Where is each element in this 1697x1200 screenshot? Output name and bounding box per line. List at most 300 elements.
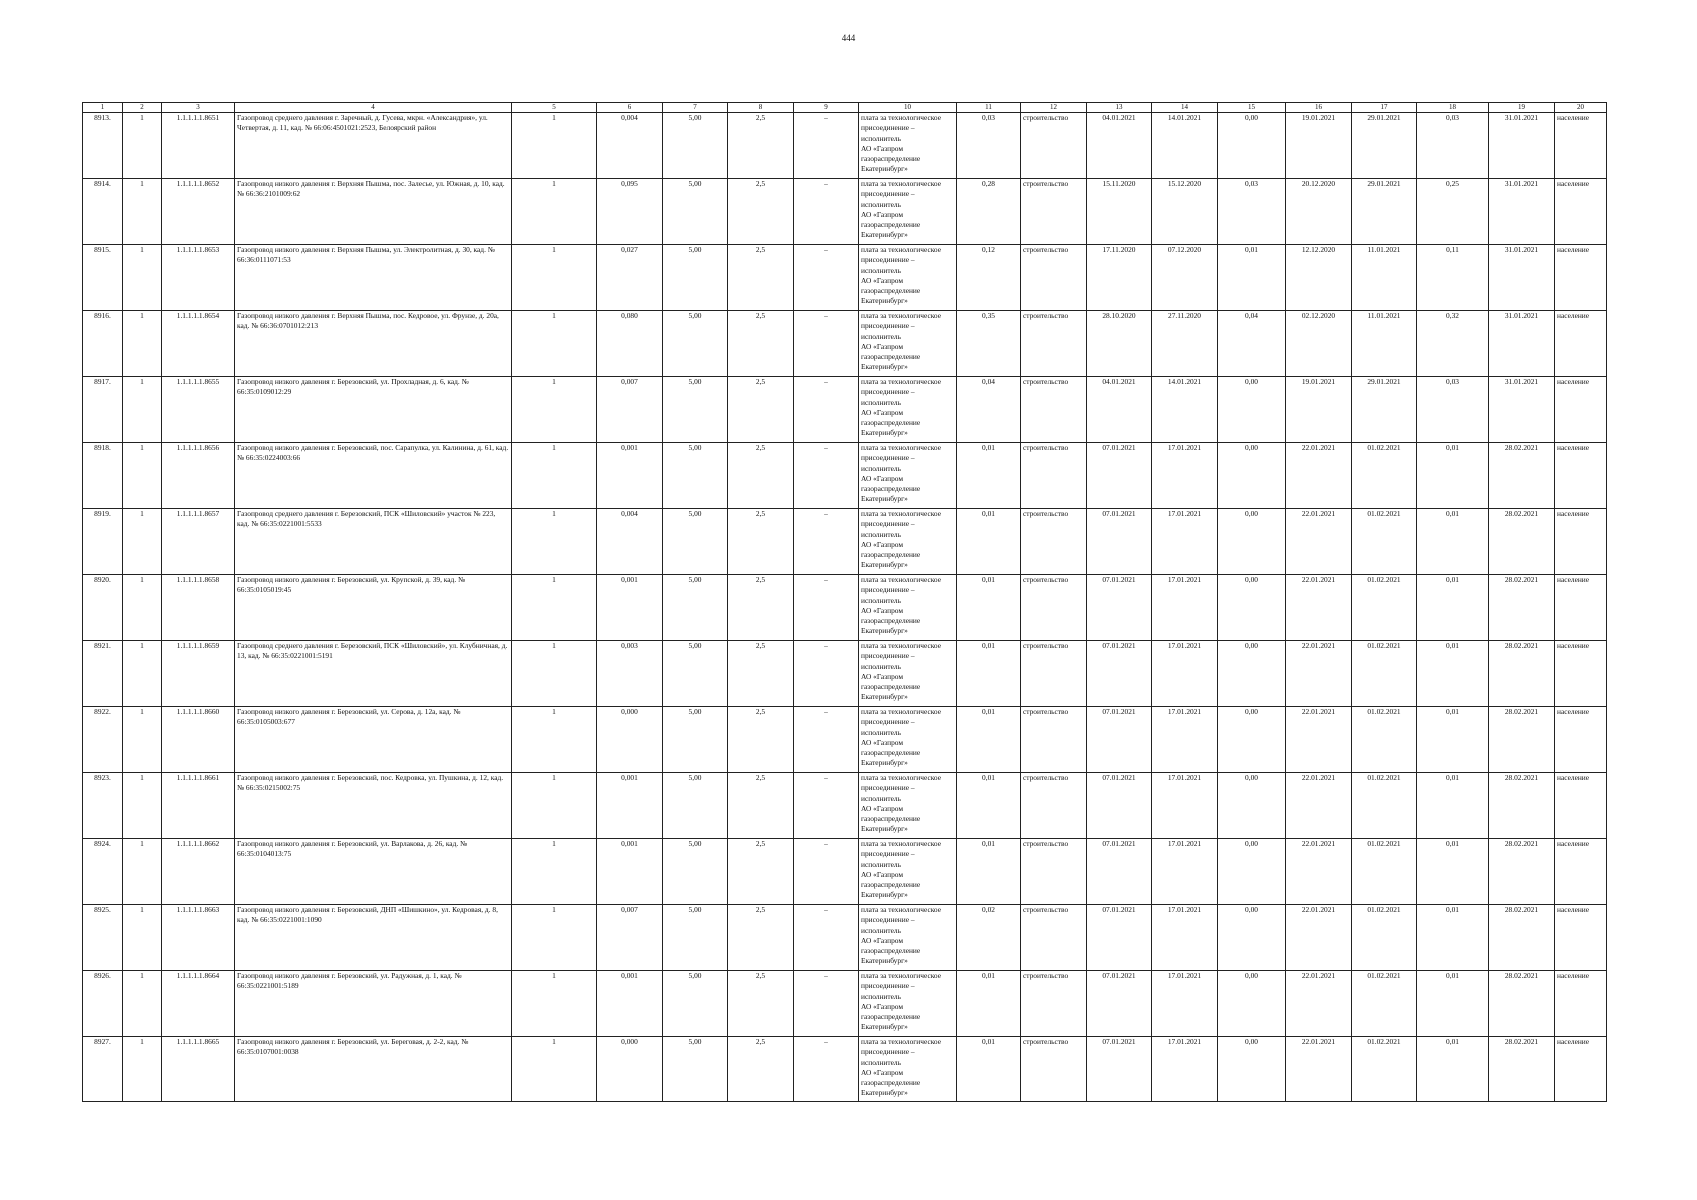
- length-cell: 0,080: [597, 311, 663, 377]
- object-description-cell: Газопровод низкого давления г. Верхняя Пышма, ул. Электролитная, д. 30, кад. № 66:36:0111071:53: [235, 245, 512, 311]
- funding-source-line: плата за технологическое: [861, 971, 942, 980]
- funding-source-line: присоединение –: [861, 189, 915, 199]
- funding-source-line: газораспределение: [861, 682, 921, 692]
- cell-col9: –: [794, 707, 859, 773]
- funding-source-line: АО «Газпром: [861, 1067, 904, 1077]
- row-number-cell: 8926.: [83, 971, 123, 1037]
- funding-source-line: плата за технологическое: [861, 707, 942, 716]
- object-description-cell: Газопровод низкого давления г. Березовский, ул. Береговая, д. 2-2, кад. № 66:35:0107001:0038: [235, 1037, 512, 1102]
- commissioning-date-cell: 31.01.2021: [1489, 113, 1555, 179]
- funding-source-line: плата за технологическое: [861, 575, 942, 584]
- page-number: 444: [841, 33, 856, 43]
- table-row: [83, 179, 1607, 245]
- start-date-cell: 07.01.2021: [1087, 971, 1152, 1037]
- funding-source-line: Екатеринбург»: [861, 164, 908, 174]
- row-number-cell: 8924.: [83, 839, 123, 905]
- table-row: [83, 509, 1607, 575]
- length-cell: 0,027: [597, 245, 663, 311]
- cell-col15: 0,00: [1218, 971, 1286, 1037]
- quantity-cell: 1: [123, 1037, 162, 1102]
- funding-source-line: плата за технологическое: [861, 839, 942, 848]
- table-row: [83, 773, 1607, 839]
- funding-source-line: АО «Газпром: [861, 605, 904, 615]
- cell-col15: 0,00: [1218, 377, 1286, 443]
- quantity-cell: 1: [123, 377, 162, 443]
- funding-source-line: присоединение –: [861, 123, 915, 133]
- cell-col7: 5,00: [663, 575, 728, 641]
- funding-source-line: исполнитель: [861, 199, 901, 209]
- funding-source-cell: [859, 971, 957, 1037]
- funding-source-line: Екатеринбург»: [861, 230, 908, 240]
- row-number-cell: 8917.: [83, 377, 123, 443]
- funding-source-line: Екатеринбург»: [861, 560, 908, 570]
- start-date-cell: 07.01.2021: [1087, 641, 1152, 707]
- funding-source-line: исполнитель: [861, 925, 901, 935]
- date-cell-col17: 01.02.2021: [1352, 905, 1417, 971]
- cell-col8: 2,5: [728, 443, 794, 509]
- funding-source-line: газораспределение: [861, 220, 921, 230]
- funding-source-line: исполнитель: [861, 661, 901, 671]
- cell-col8: 2,5: [728, 839, 794, 905]
- object-code-cell: 1.1.1.1.1.8660: [162, 707, 235, 773]
- end-date-cell: 17.01.2021: [1152, 707, 1218, 773]
- end-date-cell: 17.01.2021: [1152, 641, 1218, 707]
- consumer-category-cell: население: [1555, 245, 1607, 311]
- cell-col8: 2,5: [728, 971, 794, 1037]
- start-date-cell: 07.01.2021: [1087, 839, 1152, 905]
- cost-cell: 0,03: [957, 113, 1021, 179]
- cell-col7: 5,00: [663, 311, 728, 377]
- column-header: 5: [512, 103, 597, 113]
- cell-col7: 5,00: [663, 1037, 728, 1102]
- length-cell: 0,095: [597, 179, 663, 245]
- funding-source-line: плата за технологическое: [861, 377, 942, 386]
- funding-source-line: плата за технологическое: [861, 113, 942, 122]
- cell-col15: 0,00: [1218, 905, 1286, 971]
- funding-source-line: Екатеринбург»: [861, 824, 908, 834]
- funding-source-line: присоединение –: [861, 915, 915, 925]
- end-date-cell: 17.01.2021: [1152, 509, 1218, 575]
- object-code-cell: 1.1.1.1.1.8661: [162, 773, 235, 839]
- date-cell-col16: 22.01.2021: [1286, 575, 1352, 641]
- cost-cell: 0,12: [957, 245, 1021, 311]
- date-cell-col16: 19.01.2021: [1286, 113, 1352, 179]
- cell-col8: 2,5: [728, 707, 794, 773]
- column-header: 12: [1021, 103, 1087, 113]
- cell-col8: 2,5: [728, 905, 794, 971]
- date-cell-col17: 01.02.2021: [1352, 839, 1417, 905]
- end-date-cell: 17.01.2021: [1152, 773, 1218, 839]
- column-header: 14: [1152, 103, 1218, 113]
- commissioning-date-cell: 28.02.2021: [1489, 443, 1555, 509]
- cell-col18: 0,03: [1417, 377, 1489, 443]
- start-date-cell: 28.10.2020: [1087, 311, 1152, 377]
- consumer-category-cell: население: [1555, 311, 1607, 377]
- funding-source-cell: [859, 641, 957, 707]
- funding-source-line: газораспределение: [861, 616, 921, 626]
- cell-col18: 0,32: [1417, 311, 1489, 377]
- consumer-category-cell: население: [1555, 971, 1607, 1037]
- object-code-cell: 1.1.1.1.1.8662: [162, 839, 235, 905]
- cell-col9: –: [794, 509, 859, 575]
- table-row: [83, 641, 1607, 707]
- work-type-cell: строительство: [1021, 971, 1087, 1037]
- work-type-cell: строительство: [1021, 245, 1087, 311]
- funding-source-line: плата за технологическое: [861, 905, 942, 914]
- column-header: 4: [235, 103, 512, 113]
- commissioning-date-cell: 31.01.2021: [1489, 179, 1555, 245]
- funding-source-line: Екатеринбург»: [861, 1022, 908, 1032]
- cell-col18: 0,25: [1417, 179, 1489, 245]
- table-row: [83, 377, 1607, 443]
- funding-source-line: АО «Газпром: [861, 407, 904, 417]
- quantity-cell: 1: [123, 245, 162, 311]
- cell-col8: 2,5: [728, 245, 794, 311]
- cell-col7: 5,00: [663, 707, 728, 773]
- end-date-cell: 17.01.2021: [1152, 839, 1218, 905]
- funding-source-line: исполнитель: [861, 397, 901, 407]
- funding-source-cell: [859, 707, 957, 773]
- cell-col7: 5,00: [663, 509, 728, 575]
- date-cell-col17: 11.01.2021: [1352, 311, 1417, 377]
- funding-source-cell: [859, 311, 957, 377]
- end-date-cell: 17.01.2021: [1152, 443, 1218, 509]
- register-table: [82, 102, 1607, 1102]
- cell-col9: –: [794, 905, 859, 971]
- cell-col9: –: [794, 179, 859, 245]
- cost-cell: 0,01: [957, 839, 1021, 905]
- cell-col5: 1: [512, 641, 597, 707]
- start-date-cell: 07.01.2021: [1087, 1037, 1152, 1102]
- cost-cell: 0,01: [957, 443, 1021, 509]
- cell-col15: 0,00: [1218, 773, 1286, 839]
- cell-col5: 1: [512, 509, 597, 575]
- cell-col8: 2,5: [728, 113, 794, 179]
- start-date-cell: 07.01.2021: [1087, 905, 1152, 971]
- date-cell-col16: 22.01.2021: [1286, 971, 1352, 1037]
- column-header: 17: [1352, 103, 1417, 113]
- length-cell: 0,000: [597, 707, 663, 773]
- cell-col9: –: [794, 773, 859, 839]
- length-cell: 0,007: [597, 905, 663, 971]
- funding-source-line: Екатеринбург»: [861, 1088, 908, 1098]
- cell-col15: 0,00: [1218, 839, 1286, 905]
- funding-source-line: исполнитель: [861, 463, 901, 473]
- cell-col9: –: [794, 971, 859, 1037]
- row-number-cell: 8921.: [83, 641, 123, 707]
- table-row: [83, 245, 1607, 311]
- commissioning-date-cell: 28.02.2021: [1489, 1037, 1555, 1102]
- cell-col9: –: [794, 113, 859, 179]
- consumer-category-cell: население: [1555, 1037, 1607, 1102]
- length-cell: 0,004: [597, 509, 663, 575]
- funding-source-line: плата за технологическое: [861, 311, 942, 320]
- funding-source-line: исполнитель: [861, 793, 901, 803]
- funding-source-line: АО «Газпром: [861, 869, 904, 879]
- funding-source-line: газораспределение: [861, 286, 921, 296]
- funding-source-line: плата за технологическое: [861, 509, 942, 518]
- table-row: [83, 311, 1607, 377]
- row-number-cell: 8925.: [83, 905, 123, 971]
- commissioning-date-cell: 28.02.2021: [1489, 575, 1555, 641]
- column-header: 16: [1286, 103, 1352, 113]
- cost-cell: 0,01: [957, 1037, 1021, 1102]
- column-number-header: [83, 103, 1607, 113]
- cell-col18: 0,01: [1417, 905, 1489, 971]
- commissioning-date-cell: 28.02.2021: [1489, 509, 1555, 575]
- quantity-cell: 1: [123, 641, 162, 707]
- column-header: 8: [728, 103, 794, 113]
- funding-source-cell: [859, 245, 957, 311]
- cell-col15: 0,00: [1218, 1037, 1286, 1102]
- commissioning-date-cell: 31.01.2021: [1489, 245, 1555, 311]
- funding-source-line: Екатеринбург»: [861, 296, 908, 306]
- cell-col18: 0,01: [1417, 443, 1489, 509]
- funding-source-line: присоединение –: [861, 849, 915, 859]
- date-cell-col17: 11.01.2021: [1352, 245, 1417, 311]
- cell-col5: 1: [512, 575, 597, 641]
- consumer-category-cell: население: [1555, 113, 1607, 179]
- work-type-cell: строительство: [1021, 575, 1087, 641]
- funding-source-line: АО «Газпром: [861, 539, 904, 549]
- cost-cell: 0,01: [957, 641, 1021, 707]
- cell-col8: 2,5: [728, 509, 794, 575]
- quantity-cell: 1: [123, 179, 162, 245]
- table-row: [83, 575, 1607, 641]
- cell-col18: 0,01: [1417, 707, 1489, 773]
- cell-col9: –: [794, 1037, 859, 1102]
- funding-source-line: газораспределение: [861, 748, 921, 758]
- row-number-cell: 8920.: [83, 575, 123, 641]
- cell-col9: –: [794, 311, 859, 377]
- cell-col5: 1: [512, 971, 597, 1037]
- date-cell-col16: 19.01.2021: [1286, 377, 1352, 443]
- commissioning-date-cell: 28.02.2021: [1489, 839, 1555, 905]
- funding-source-cell: [859, 377, 957, 443]
- funding-source-line: исполнитель: [861, 529, 901, 539]
- cell-col18: 0,01: [1417, 839, 1489, 905]
- column-header: 19: [1489, 103, 1555, 113]
- cell-col5: 1: [512, 905, 597, 971]
- length-cell: 0,003: [597, 641, 663, 707]
- date-cell-col16: 22.01.2021: [1286, 707, 1352, 773]
- date-cell-col16: 22.01.2021: [1286, 1037, 1352, 1102]
- end-date-cell: 07.12.2020: [1152, 245, 1218, 311]
- funding-source-line: присоединение –: [861, 453, 915, 463]
- cell-col18: 0,01: [1417, 641, 1489, 707]
- quantity-cell: 1: [123, 311, 162, 377]
- funding-source-line: исполнитель: [861, 727, 901, 737]
- start-date-cell: 04.01.2021: [1087, 377, 1152, 443]
- cell-col7: 5,00: [663, 905, 728, 971]
- length-cell: 0,001: [597, 575, 663, 641]
- funding-source-line: Екатеринбург»: [861, 494, 908, 504]
- column-header: 10: [859, 103, 957, 113]
- commissioning-date-cell: 31.01.2021: [1489, 377, 1555, 443]
- funding-source-line: АО «Газпром: [861, 935, 904, 945]
- work-type-cell: строительство: [1021, 443, 1087, 509]
- consumer-category-cell: население: [1555, 839, 1607, 905]
- cell-col7: 5,00: [663, 971, 728, 1037]
- date-cell-col17: 01.02.2021: [1352, 575, 1417, 641]
- length-cell: 0,004: [597, 113, 663, 179]
- row-number-cell: 8913.: [83, 113, 123, 179]
- cell-col5: 1: [512, 443, 597, 509]
- commissioning-date-cell: 28.02.2021: [1489, 641, 1555, 707]
- end-date-cell: 17.01.2021: [1152, 1037, 1218, 1102]
- start-date-cell: 04.01.2021: [1087, 113, 1152, 179]
- row-number-cell: 8919.: [83, 509, 123, 575]
- cell-col15: 0,00: [1218, 113, 1286, 179]
- object-description-cell: Газопровод низкого давления г. Березовский, ул. Серова, д. 12а, кад. № 66:35:0105003:677: [235, 707, 512, 773]
- start-date-cell: 07.01.2021: [1087, 575, 1152, 641]
- funding-source-line: исполнитель: [861, 991, 901, 1001]
- funding-source-line: исполнитель: [861, 331, 901, 341]
- cell-col15: 0,00: [1218, 575, 1286, 641]
- length-cell: 0,001: [597, 839, 663, 905]
- end-date-cell: 27.11.2020: [1152, 311, 1218, 377]
- header-row: [83, 103, 1607, 113]
- cell-col7: 5,00: [663, 113, 728, 179]
- funding-source-line: газораспределение: [861, 154, 921, 164]
- object-description-cell: Газопровод низкого давления г. Верхняя Пышма, пос. Залесье, ул. Южная, д. 10, кад. № 66:36:2101009:62: [235, 179, 512, 245]
- cell-col9: –: [794, 575, 859, 641]
- funding-source-line: АО «Газпром: [861, 341, 904, 351]
- column-header: 9: [794, 103, 859, 113]
- work-type-cell: строительство: [1021, 773, 1087, 839]
- cell-col18: 0,11: [1417, 245, 1489, 311]
- object-code-cell: 1.1.1.1.1.8656: [162, 443, 235, 509]
- funding-source-line: АО «Газпром: [861, 473, 904, 483]
- table-row: [83, 113, 1607, 179]
- cell-col18: 0,01: [1417, 773, 1489, 839]
- funding-source-cell: [859, 575, 957, 641]
- funding-source-line: исполнитель: [861, 595, 901, 605]
- object-description-cell: Газопровод среднего давления г. Березовский, ПСК «Шиловский», ул. Клубничная, д. 13, кад. № 66:35:0221001:5191: [235, 641, 512, 707]
- end-date-cell: 14.01.2021: [1152, 113, 1218, 179]
- row-number-cell: 8914.: [83, 179, 123, 245]
- object-code-cell: 1.1.1.1.1.8654: [162, 311, 235, 377]
- funding-source-line: плата за технологическое: [861, 443, 942, 452]
- funding-source-cell: [859, 773, 957, 839]
- cell-col8: 2,5: [728, 575, 794, 641]
- funding-source-line: исполнитель: [861, 265, 901, 275]
- quantity-cell: 1: [123, 575, 162, 641]
- cell-col15: 0,00: [1218, 707, 1286, 773]
- table-body: [83, 113, 1607, 1102]
- consumer-category-cell: население: [1555, 509, 1607, 575]
- cell-col8: 2,5: [728, 311, 794, 377]
- start-date-cell: 07.01.2021: [1087, 773, 1152, 839]
- funding-source-line: АО «Газпром: [861, 275, 904, 285]
- work-type-cell: строительство: [1021, 377, 1087, 443]
- funding-source-line: Екатеринбург»: [861, 758, 908, 768]
- object-description-cell: Газопровод низкого давления г. Верхняя Пышма, пос. Кедровое, ул. Фрунзе, д. 20а, кад. № 66:36:0701012:213: [235, 311, 512, 377]
- date-cell-col17: 01.02.2021: [1352, 773, 1417, 839]
- cell-col5: 1: [512, 839, 597, 905]
- quantity-cell: 1: [123, 905, 162, 971]
- date-cell-col17: 01.02.2021: [1352, 707, 1417, 773]
- funding-source-line: исполнитель: [861, 1057, 901, 1067]
- cell-col8: 2,5: [728, 179, 794, 245]
- cost-cell: 0,04: [957, 377, 1021, 443]
- date-cell-col16: 22.01.2021: [1286, 773, 1352, 839]
- date-cell-col16: 22.01.2021: [1286, 905, 1352, 971]
- object-code-cell: 1.1.1.1.1.8655: [162, 377, 235, 443]
- funding-source-line: присоединение –: [861, 255, 915, 265]
- funding-source-line: исполнитель: [861, 133, 901, 143]
- object-description-cell: Газопровод среднего давления г. Березовский, ПСК «Шиловский» участок № 223, кад. № 66:35:0221001:5533: [235, 509, 512, 575]
- object-description-cell: Газопровод низкого давления г. Березовский, ДНП «Шишкино», ул. Кедровая, д. 8, кад. № 66:35:0221001:1090: [235, 905, 512, 971]
- end-date-cell: 15.12.2020: [1152, 179, 1218, 245]
- column-header: 3: [162, 103, 235, 113]
- column-header: 7: [663, 103, 728, 113]
- cell-col15: 0,01: [1218, 245, 1286, 311]
- funding-source-line: газораспределение: [861, 814, 921, 824]
- cost-cell: 0,01: [957, 971, 1021, 1037]
- cell-col5: 1: [512, 377, 597, 443]
- cost-cell: 0,28: [957, 179, 1021, 245]
- start-date-cell: 07.01.2021: [1087, 509, 1152, 575]
- consumer-category-cell: население: [1555, 575, 1607, 641]
- funding-source-line: присоединение –: [861, 981, 915, 991]
- funding-source-cell: [859, 1037, 957, 1102]
- cell-col18: 0,03: [1417, 113, 1489, 179]
- table-row: [83, 443, 1607, 509]
- funding-source-line: Екатеринбург»: [861, 956, 908, 966]
- work-type-cell: строительство: [1021, 905, 1087, 971]
- table-row: [83, 839, 1607, 905]
- work-type-cell: строительство: [1021, 641, 1087, 707]
- funding-source-line: исполнитель: [861, 859, 901, 869]
- date-cell-col16: 22.01.2021: [1286, 509, 1352, 575]
- funding-source-line: присоединение –: [861, 1047, 915, 1057]
- date-cell-col17: 29.01.2021: [1352, 113, 1417, 179]
- funding-source-line: Екатеринбург»: [861, 890, 908, 900]
- work-type-cell: строительство: [1021, 311, 1087, 377]
- object-code-cell: 1.1.1.1.1.8658: [162, 575, 235, 641]
- cell-col5: 1: [512, 773, 597, 839]
- date-cell-col17: 01.02.2021: [1352, 641, 1417, 707]
- funding-source-line: плата за технологическое: [861, 179, 942, 188]
- cost-cell: 0,35: [957, 311, 1021, 377]
- funding-source-line: присоединение –: [861, 717, 915, 727]
- quantity-cell: 1: [123, 509, 162, 575]
- length-cell: 0,001: [597, 971, 663, 1037]
- column-header: 13: [1087, 103, 1152, 113]
- object-code-cell: 1.1.1.1.1.8651: [162, 113, 235, 179]
- date-cell-col17: 29.01.2021: [1352, 377, 1417, 443]
- column-header: 2: [123, 103, 162, 113]
- cell-col18: 0,01: [1417, 1037, 1489, 1102]
- funding-source-line: АО «Газпром: [861, 803, 904, 813]
- cell-col18: 0,01: [1417, 971, 1489, 1037]
- funding-source-line: присоединение –: [861, 387, 915, 397]
- cell-col5: 1: [512, 707, 597, 773]
- funding-source-cell: [859, 509, 957, 575]
- funding-source-cell: [859, 905, 957, 971]
- funding-source-line: Екатеринбург»: [861, 692, 908, 702]
- funding-source-line: газораспределение: [861, 880, 921, 890]
- column-header: 11: [957, 103, 1021, 113]
- cell-col7: 5,00: [663, 443, 728, 509]
- cell-col15: 0,03: [1218, 179, 1286, 245]
- cell-col5: 1: [512, 179, 597, 245]
- consumer-category-cell: население: [1555, 443, 1607, 509]
- date-cell-col16: 22.01.2021: [1286, 839, 1352, 905]
- quantity-cell: 1: [123, 707, 162, 773]
- work-type-cell: строительство: [1021, 839, 1087, 905]
